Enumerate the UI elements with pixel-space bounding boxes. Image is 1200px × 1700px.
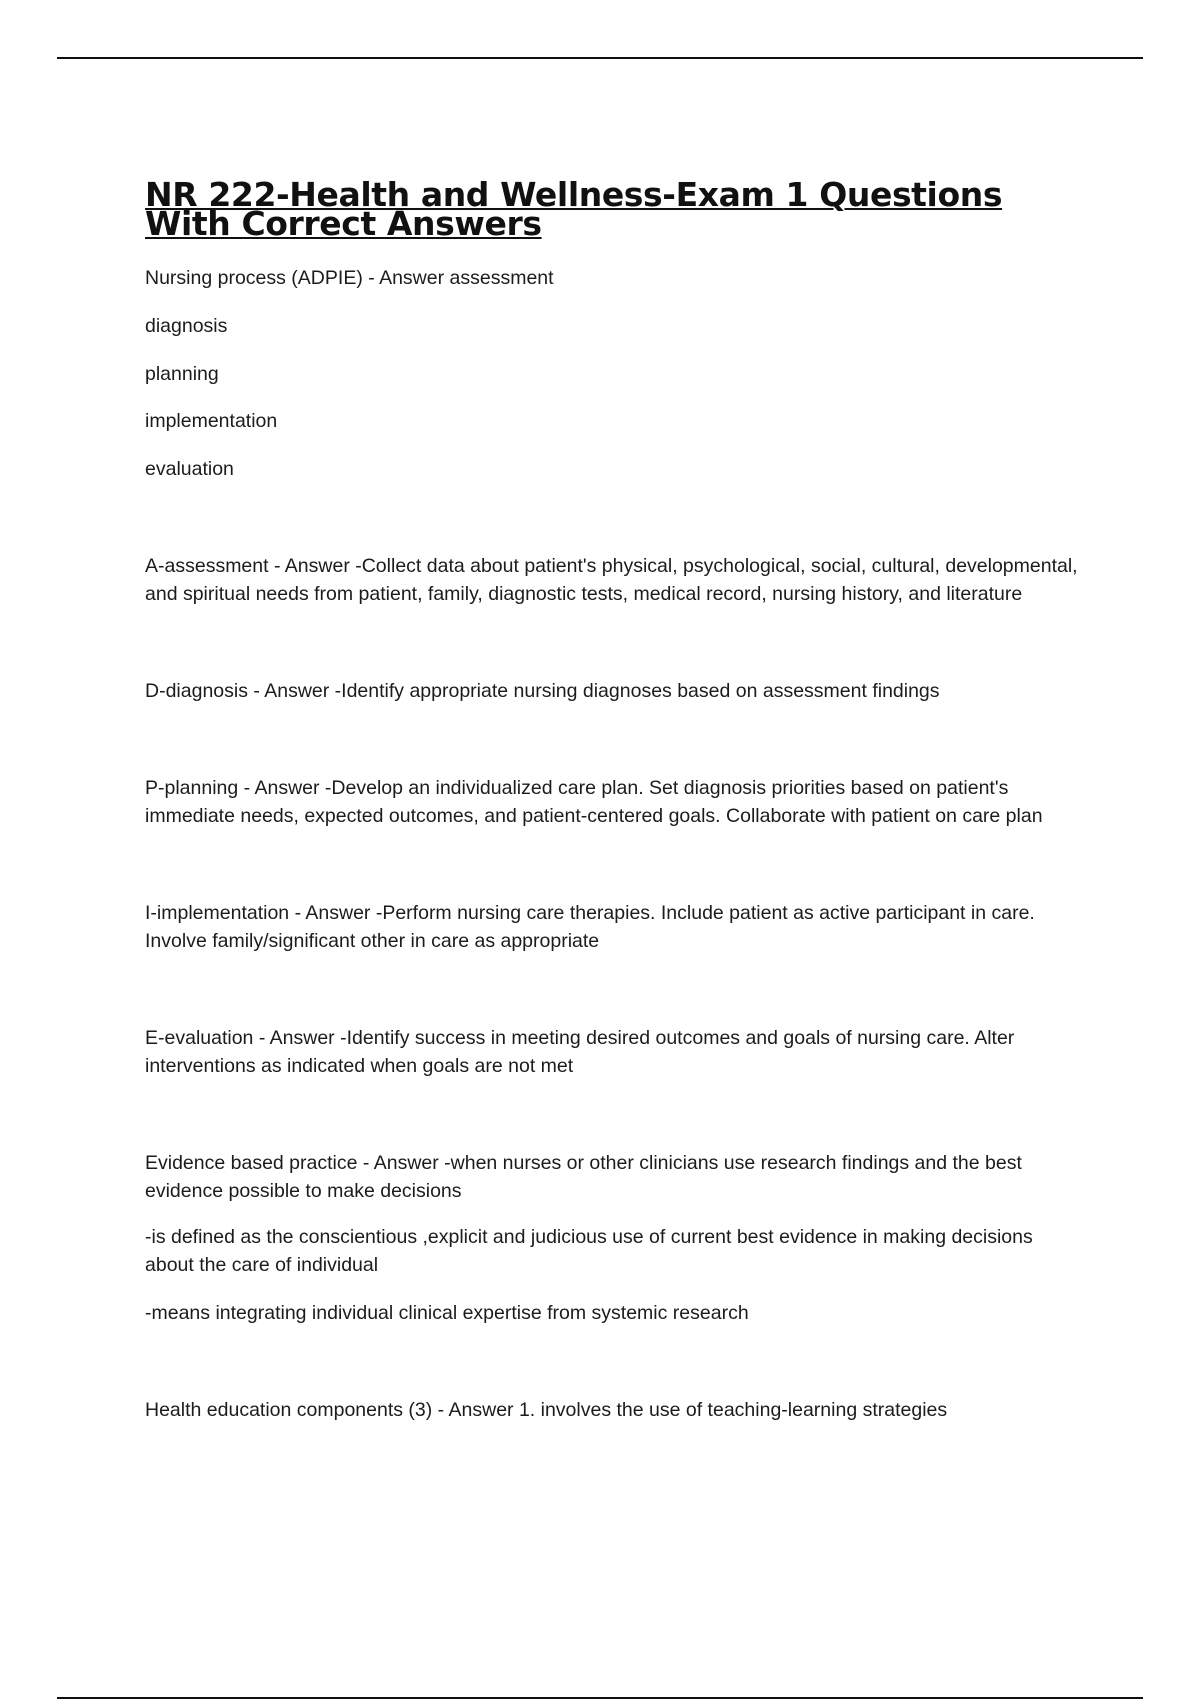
- document-body: [145, 175, 1085, 1424]
- adpie-item-diagnosis: diagnosis: [145, 315, 228, 337]
- entry-assessment: A-assessment - Answer -Collect data about patient's physical, psychological, social, cultural, developmental, and spiritual needs from patient, family, diagnostic tests, medical record, nursing history, and literature: [145, 555, 1078, 605]
- document-title: NR 222-Health and Wellness-Exam 1 Questions With Correct Answers: [145, 175, 1003, 243]
- entry-health-education: Health education components (3) - Answer 1. involves the use of teaching-learning strategies: [145, 1399, 948, 1421]
- entry-evidence-based-practice: Evidence based practice - Answer -when nurses or other clinicians use research findings and the best evidence possible to make decisions: [145, 1152, 1022, 1202]
- adpie-item-evaluation: evaluation: [145, 458, 234, 480]
- evidence-definition: -is defined as the conscientious ,explicit and judicious use of current best evidence in making decisions about the care of individual: [145, 1226, 1033, 1276]
- entry-diagnosis: D-diagnosis - Answer -Identify appropriate nursing diagnoses based on assessment findings: [145, 680, 940, 702]
- entry-planning: P-planning - Answer -Develop an individualized care plan. Set diagnosis priorities based on patient's immediate needs, expected outcomes, and patient-centered goals. Collaborate with patient on care plan: [145, 777, 1043, 827]
- adpie-intro: Nursing process (ADPIE) - Answer assessment: [145, 267, 554, 289]
- entry-implementation: I-implementation - Answer -Perform nursing care therapies. Include patient as active participant in care. Involve family/significant other in care as appropriate: [145, 902, 1035, 952]
- entry-evaluation: E-evaluation - Answer -Identify success in meeting desired outcomes and goals of nursing care. Alter interventions as indicated when goals are not met: [145, 1027, 1015, 1077]
- bottom-rule: [57, 1697, 1143, 1699]
- evidence-integration: -means integrating individual clinical expertise from systemic research: [145, 1302, 749, 1324]
- adpie-item-implementation: implementation: [145, 410, 278, 432]
- top-rule: [57, 57, 1143, 59]
- adpie-item-planning: planning: [145, 363, 219, 385]
